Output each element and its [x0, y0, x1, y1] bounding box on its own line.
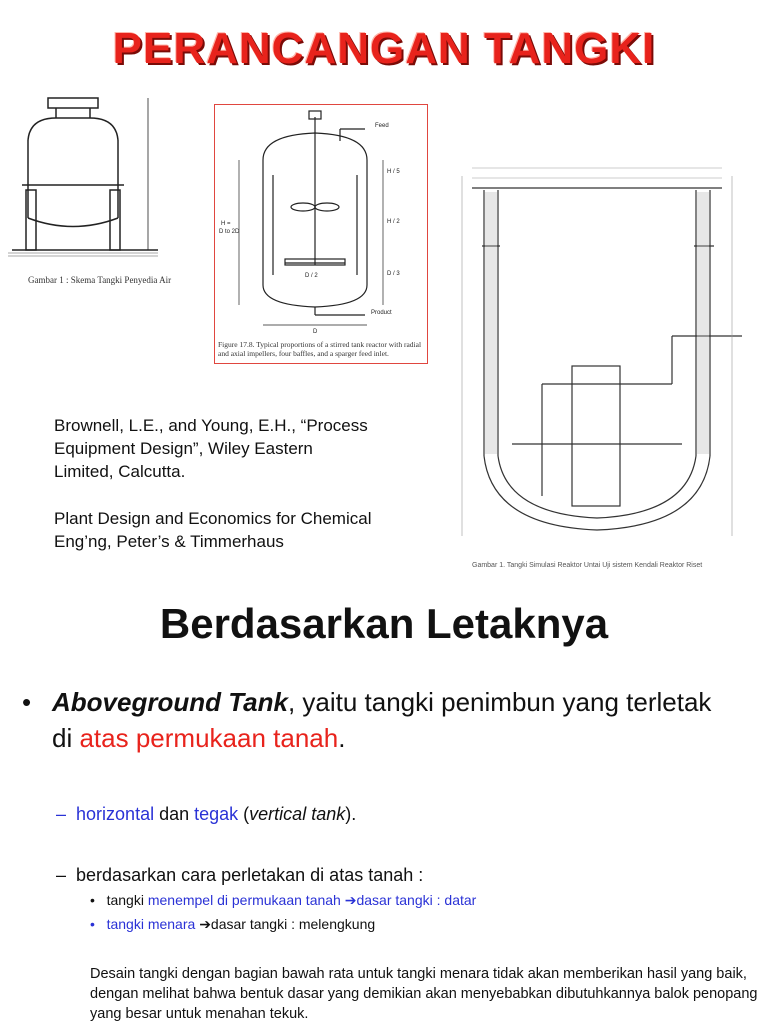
d2-label: D / 2 — [305, 273, 318, 279]
figure2-caption: Figure 17.8. Typical proportions of a stirred tank reactor with radial and axial impellers, four baffles, and a sparger feed inlet. — [218, 340, 422, 358]
arrow-icon: ➔ — [199, 916, 211, 932]
figure3-caption: Gambar 1. Tangki Simulasi Reaktor Untai Uji sistem Kendali Reaktor Riset — [472, 562, 703, 569]
figure1-caption: Gambar 1 : Skema Tangki Penyedia Air — [28, 275, 172, 285]
bullet-marker: • — [22, 687, 32, 717]
water-tank-drawing — [8, 90, 168, 290]
page-title: PERANCANGAN TANGKI — [112, 24, 656, 73]
stirred-tank-figure — [214, 104, 428, 364]
dash-item-orientation: – horizontal dan tegak (vertical tank). — [56, 804, 357, 824]
h2-label: H / 2 — [387, 219, 400, 225]
reference-brownell: Brownell, L.E., and Young, E.H., “Process Equipment Design”, Wiley Eastern Limited, Calcutta. — [54, 416, 368, 481]
description-paragraph: Desain tangki dengan bagian bawah rata untuk tangki menara tidak akan memberikan hasil yang baik, dengan melihat bahwa bentuk dasar yang demikian akan menyebabkan dibutuhkannya balok penopang yang besar untuk menahan tekuk. — [90, 966, 758, 1022]
feed-label: Feed — [375, 123, 389, 129]
sub-item-curved-bottom: • tangki menara ➔dasar tangki : melengkung — [90, 916, 376, 932]
dash-item-placement: – berdasarkan cara perletakan di atas tanah : — [56, 865, 424, 885]
reference-peters: Plant Design and Economics for Chemical Eng’ng, Peter’s & Timmerhaus — [54, 509, 372, 551]
h5-label: H / 5 — [387, 169, 400, 175]
product-label: Product — [371, 310, 392, 316]
d-label: D — [313, 329, 318, 335]
reactor-tank-drawing — [452, 156, 768, 556]
arrow-icon: ➔ — [344, 892, 357, 908]
bullet-term: Aboveground Tank — [52, 687, 288, 717]
water-tank-figure — [8, 90, 168, 290]
h-label: H = — [221, 221, 231, 227]
h-range-label: D to 2D — [219, 229, 240, 235]
sub-item-flat-bottom: • tangki menempel di permukaan tanah ➔dasar tangki : datar — [90, 892, 477, 908]
stirred-tank-drawing — [215, 105, 427, 337]
bullet-highlight: atas permukaan tanah — [79, 723, 339, 753]
d3-label: D / 3 — [387, 271, 400, 277]
reactor-tank-figure — [452, 156, 768, 580]
section-heading: Berdasarkan Letaknya — [159, 600, 609, 647]
